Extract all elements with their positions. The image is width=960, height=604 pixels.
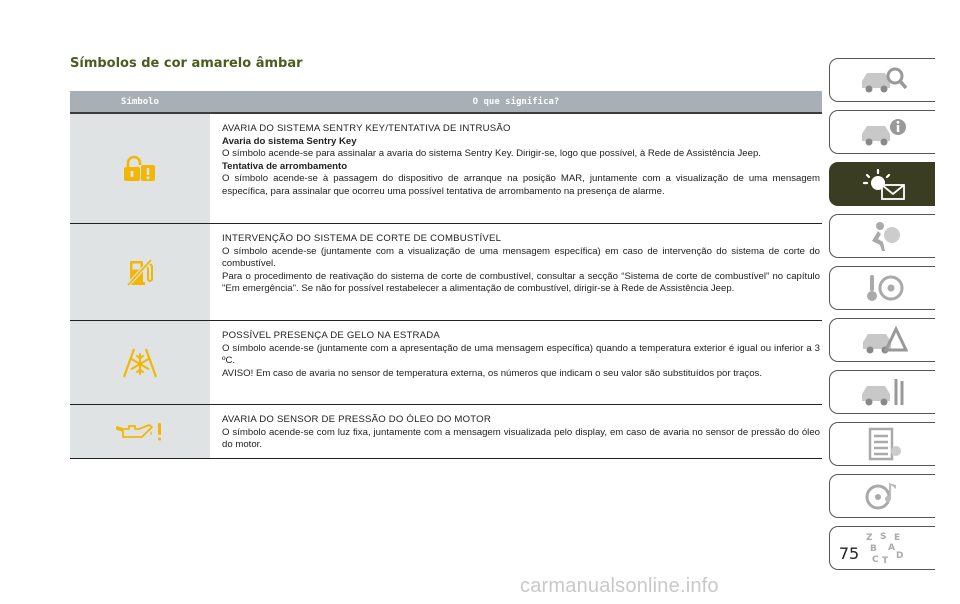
index-letter: T [881,556,888,566]
car-info-icon [858,116,908,148]
page-number: 75 [838,544,860,563]
index-letter: A [887,543,895,553]
warning-symbols-table [70,91,822,459]
tab-maintenance[interactable] [829,370,935,414]
padlock-warning-icon [122,155,158,183]
chapter-tabs [829,58,935,578]
multimedia-icon [858,479,908,513]
row-text: O símbolo acende-se à passagem do dispositivo de arranque na posição MAR, juntamente com a visualização de uma mensagem específica, para assinalar que ocorreu uma possível tentativa de arrombamento na presença de alarme. [222,173,820,197]
index-letter: B [869,544,877,554]
road-ice-icon [122,346,158,380]
tab-multimedia[interactable] [829,474,935,518]
tab-emergency[interactable] [829,318,935,362]
row-text: Para o procedimento de reativação do sistema de corte de combustível, consultar a secção “Sistema de corte de combustível” no capítulo "Em emergência". Se não for possível restabelecer a alimentação de combustível, dirigir-se à Rede de Assistência Jeep. [222,270,820,294]
tab-warning-lights[interactable] [829,162,935,206]
index-letter: Z [865,533,873,543]
row-text: O símbolo acende-se para assinalar a avaria do sistema Sentry Key. Dirigir-se, logo que possível, à Rede de Assistência Jeep. [222,148,761,159]
section-title: Símbolos de cor amarelo âmbar [70,56,303,71]
tab-car-info[interactable] [829,110,935,154]
car-warning-triangle-icon [858,323,908,357]
row-subheading: Avaria do sistema Sentry Key [222,135,357,147]
tab-technical-data[interactable] [829,422,935,466]
oil-pressure-sensor-icon [115,421,165,443]
row-text: O símbolo acende-se com luz fixa, juntamente com a mensagem visualizada pelo display, em caso de avaria no sensor de pressão do óleo do motor. [222,426,820,450]
table-row [70,405,822,459]
passenger-airbag-icon [858,219,908,253]
row-heading: AVARIA DO SISTEMA SENTRY KEY/TENTATIVA DE INTRUSÃO [222,123,511,134]
key-steering-wheel-icon [858,271,908,305]
row-heading: INTERVENÇÃO DO SISTEMA DE CORTE DE COMBUSTÍVEL [222,233,502,244]
table-header [70,91,822,114]
table-row [70,321,822,405]
row-heading: AVARIA DO SENSOR DE PRESSÃO DO ÓLEO DO MOTOR [222,414,491,425]
row-text: O símbolo acende-se (juntamente com a apresentação de uma mensagem específica) quando a temperatura exterior é igual ou inferior a 3 ºC. [222,342,820,366]
fuel-cutoff-icon [127,257,153,287]
car-tools-icon [858,375,908,409]
car-search-icon [858,64,908,96]
header-meaning: O que significa? [472,96,560,107]
header-symbol: Símbolo [121,96,159,107]
tab-car-search[interactable] [829,58,935,102]
index-letter: S [879,532,886,542]
row-subheading: Tentativa de arrombamento [222,160,348,172]
row-text: O símbolo acende-se (juntamente com a visualização de uma mensagem específica) em caso de intervenção do sistema de corte do combustível. [222,245,820,269]
warning-light-message-icon [858,167,908,201]
tab-safety[interactable] [829,214,935,258]
index-letter: C [871,555,879,565]
watermark: carmanualsonline.info [520,575,719,597]
tab-starting-driving[interactable] [829,266,935,310]
row-heading: POSSÍVEL PRESENÇA DE GELO NA ESTRADA [222,330,440,341]
index-letter: E [893,533,900,543]
index-letter: D [895,551,903,561]
row-text: AVISO! Em caso de avaria no sensor de temperatura externa, os números que indicam o seu valor são substituídos por traços. [222,367,763,379]
table-row [70,224,822,321]
technical-data-list-icon [858,427,908,461]
table-row [70,114,822,224]
